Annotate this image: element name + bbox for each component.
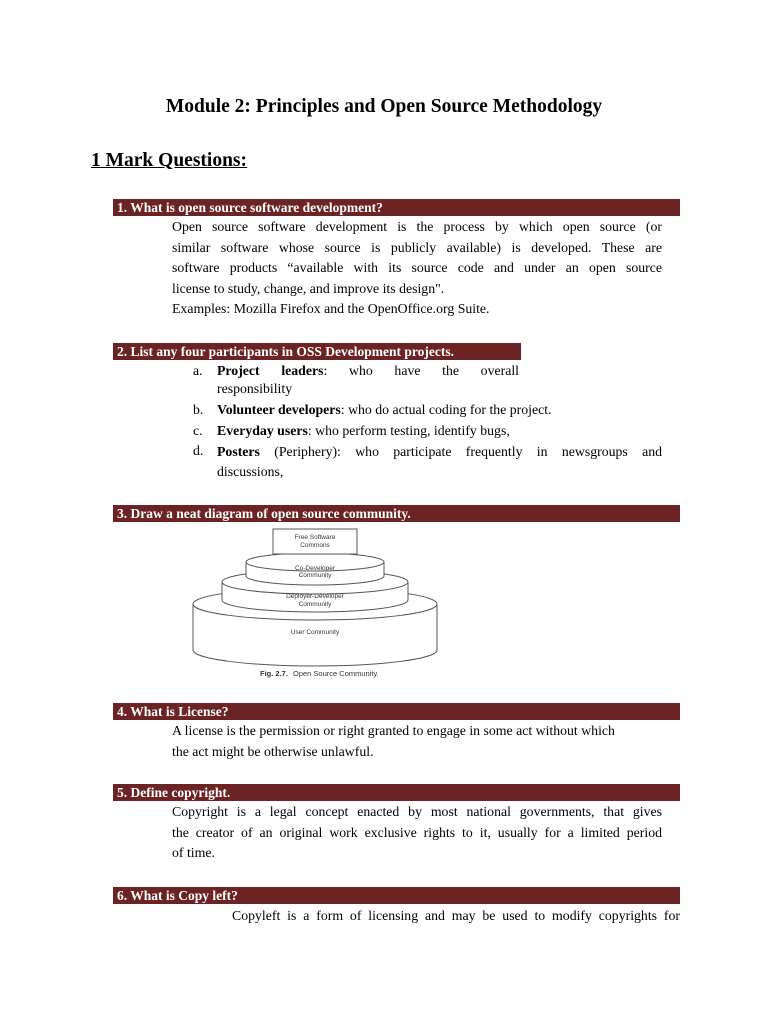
question-4-answer [172,721,662,762]
list-term: Posters [217,444,260,459]
answer-line: A license is the permission or right granted to engage in some act without which [172,723,615,738]
list-term: Everyday users [217,423,308,438]
diagram-caption: Open Source Community. [293,669,379,678]
diagram-label: Community [298,601,332,608]
answer-line: of time. [172,845,215,861]
question-6-answer [232,906,680,927]
question-5-heading: 5. Define copyright. [113,784,680,801]
answer-line: Open source software development is the process by which open source (or [172,219,662,234]
diagram-label: User Community [290,629,340,636]
answer-line: the act might be otherwise unlawful. [172,743,374,759]
diagram-label: Commons [300,542,330,549]
question-4-heading: 4. What is License? [113,703,680,720]
answer-line: similar software whose source is publicly available) is developed. These are [172,239,662,255]
diagram-label: Deployer-Developer [286,593,344,600]
diagram-label: Free Software [294,534,336,541]
question-2-heading: 2. List any four participants in OSS Development projects. [113,343,521,360]
answer-line: software products “available with its source code and under an open source [172,260,662,276]
diagram-label: Co-Developer [294,565,336,572]
question-6-heading: 6. What is Copy left? [113,887,680,904]
open-source-community-diagram [190,522,440,687]
list-desc: : who perform testing, identify bugs, [307,423,510,438]
section-heading: 1 Mark Questions: [91,150,247,171]
answer-line: Copyleft is a form of licensing and may be used to modify copyrights for [232,908,680,923]
question-1-heading: 1. What is open source software development? [113,199,680,216]
list-desc: discussions, [217,464,284,479]
list-letter: d. [193,443,204,458]
question-3-heading: 3. Draw a neat diagram of open source community. [113,505,680,522]
list-desc: responsibility [217,381,293,396]
list-desc: : who do actual coding for the project. [340,402,552,417]
list-term: Project leaders [217,363,324,378]
answer-line: Copyright is a legal concept enacted by most national governments, that gives [172,804,662,819]
list-desc: (Periphery): who participate frequently in newsgroups and [259,444,662,459]
list-desc: : who have the overall [323,363,519,378]
list-letter: b. [193,402,204,417]
question-5-answer [172,802,662,864]
diagram-caption-fig: Fig. 2.7. [260,669,288,678]
diagram-label: Community [298,572,332,579]
list-letter: a. [193,363,203,378]
list-letter: c. [193,423,203,438]
list-term: Volunteer developers [217,402,341,417]
answer-line: Examples: Mozilla Firefox and the OpenOffice.org Suite. [172,301,490,317]
answer-line: the creator of an original work exclusive rights to it, usually for a limited period [172,824,662,840]
page-title: Module 2: Principles and Open Source Methodology [165,96,603,117]
answer-line: license to study, change, and improve its design". [172,280,445,296]
question-1-answer [172,217,662,320]
